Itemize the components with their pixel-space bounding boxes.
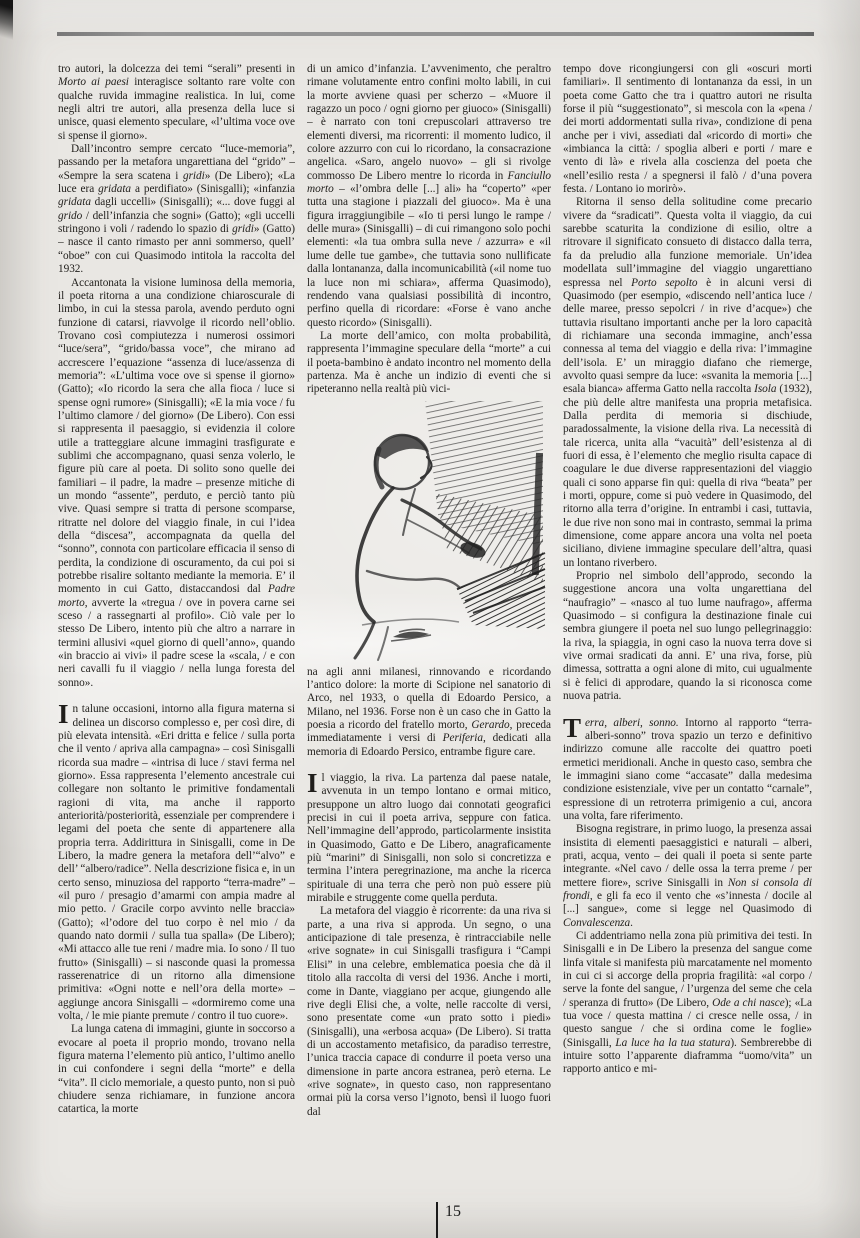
- paragraph: La lunga catena di immagini, giunte in soccorso a evocare al poeta il proprio mondo, trovano nella figura materna l’elemento più antico, l’ultimo anello in cui confondere i segni della “morte” e della “vita”. Il ciclo memoriale, a questo punto, non si può chiudere senza richiamare, in funzione ancora catartica, la morte: [58, 1023, 295, 1116]
- text-column-3: [563, 63, 812, 1181]
- paragraph: Ci addentriamo nella zona più primitiva dei testi. In Sinisgalli e in De Libero la presenza del sangue come linfa vitale si manifesta più marcatamente nel momento in cui ci si accorge della propria fragilità: «al corpo / serve la fonte del sangue, / l’urgenza del seme che cela / speranza di frutto» (De Libero, Ode a chi nasce); «La tua voce / questa mattina / ci cresce nelle ossa, / in questo sangue / che si ordina come le foglie» (Sinisgalli, La luce ha la tua statura). Sembrerebbe di intuire sotto l’apparente diaframma “uomo/vita” un rapporto antico e mi-: [563, 930, 812, 1076]
- scan-edge-mark: [0, 0, 13, 42]
- paragraph: La morte dell’amico, con molta probabilità, rappresenta l’immagine speculare della “morte” a cui il poeta-bambino è andato incontro nel momento della partenza. Ma è anche un indizio di eventi che si ripeteranno nella realtà più vici-: [307, 329, 551, 396]
- paragraph-dropcap: Il viaggio, la riva. La partenza dal paese natale, avvenuta in un tempo lontano e ormai mitico, presuppone un altro luogo dai connotati geografici precisi in cui il poeta arriva, seppure con fatica. Nell’immagine dell’approdo, particolarmente insistita in Quasimodo, Gatto e De Libero, anagraficamente più “marini” di Sinisgalli, non solo si concretizza e termina l’intera peregrinazione, ma anche la ricerca spirituale di una terra che però non può essere più mirabile e struggente come quella perduta.: [307, 768, 551, 905]
- text-column-1: [58, 63, 295, 1181]
- paragraph: Bisogna registrare, in primo luogo, la presenza assai insistita di elementi paesaggistici e naturali – alberi, prati, acqua, vento – dei quali il poeta si sente parte integrante. «Nel cavo / delle ossa la terra preme / per mettere fiore», scrive Sinisgalli in Non si consola di frondi, e gli fa eco il vento che «s’innesta / docile al [...] sangue», come si legge nel Quasimodo di Convalescenza.: [563, 823, 812, 929]
- paragraph: Ritorna il senso della solitudine come precario vivere da “sradicati”. Questa volta il viaggio, da cui sarebbe scaturita la condizione di esilio, oltre a ritrovare il significato consueto di distacco dalla terra, fa da preludio alla funzione memoriale. Un’idea modellata sull’immagine del viaggio ungarettiano espressa nel Porto sepolto è in alcuni versi di Quasimodo (per esempio, «discendo nell’antica luce / delle maree, presso sepolcri / in rive d’acque») che tuttavia risultano importanti anche per la loro capacità di richiamare una seconda immagine, anch’essa connessa al tema del viaggio e della riva: l’immagine dell’isola. E’ un miraggio diafano che riemerge, avvolto quasi sempre da luce: «svanita la memoria [...] esala bianca» afferma Gatto nella raccolta Isola (1932), che più delle altre manifesta una propria metafisica. Dalla perdita di memoria si dischiude, paradossalmente, la visione della riva. La necessità di tale ricerca, unita alla “vacuità” dell’esistenza al di fuori di essa, è l’elemento che meglio risulta capace di coagulare le due diverse rappresentazioni del viaggio quali ci sono apparse fin qui: quella di riva “beata” per i morti, oppure, come si può vedere in Quasimodo, del ritorno alla terra d’origine. In entrambi i casi, tuttavia, le due rive non sono mai in contrasto, semmai la prima dimensione, come appare ancora una volta nel poeta siciliano, diviene immagine speculare dell’altra, quasi un lontano riverbero.: [563, 196, 812, 569]
- paragraph: tempo dove ricongiungersi con gli «oscuri morti familiari». Il sentimento di lontananza da essi, in un poeta come Gatto che tra i quattro autori ne risulta forse il più “suggestionato”, si mescola con la «pena / dei morti addormentati sulla riva», condizione di pena anche per i vivi, assediati dal «ricordo di morti» che «imbianca la città: / spoglia alberi e porti / mare e vento di là» e rivela alla coscienza del poeta che «nell’esilio resta / a spegnersi il falò / d’una povera festa. / Lontano io morirò».: [563, 63, 812, 196]
- paragraph: na agli anni milanesi, rinnovando e ricordando l’antico dolore: la morte di Scipione nel sanatorio di Arco, nel 1933, o quella di Edoardo Persico, a Milano, nel 1936. Forse non è un caso che in Gatto la poesia a ricordo del fratello morto, Gerardo, preceda immediatamente i versi di Periferia, dedicati alla memoria di Edoardo Persico, entrambe figure care.: [307, 665, 551, 758]
- paragraph: tro autori, la dolcezza dei temi “serali” presenti in Morto ai paesi interagisce soltanto rare volte con qualche ruvida immagine realistica. In lui, come negli altri tre autori, alla presenza della luce si unisce, quasi elemento speculare, «l’ultima voce ove si spense il giorno».: [58, 63, 295, 142]
- paragraph: La metafora del viaggio è ricorrente: da una riva si parte, a una riva si approda. Un segno, o una anticipazione di tale presenza, è rintracciabile nelle «rive sognate» in cui Sinisgalli trasfigura i “Campi Elisi” in una celebre, emblematica poesia che dà il titolo alla raccolta di versi del 1936. Anche i morti, come in Dante, viaggiano per acque, giungendo alle rive degli Elisi che, a volte, nelle raccolte di versi, sono presentate come «un prato sotto i piedi» (Sinisgalli), una «erbosa acqua» (De Libero). Si tratta di un accostamento metafisico, da paradiso terrestre, l’unica traccia capace di condurre il poeta verso una dimensione in parte ancora estranea, però eterna. Le «rive sognate», in questo caso, non rappresentano ormai più la corsa verso l’ignoto, bensì il luogo fuori dal: [307, 905, 551, 1118]
- paragraph: Proprio nel simbolo dell’approdo, secondo la suggestione ancora una volta ungarettiana del “naufragio” – «nasco al tuo lume naufrago», afferma Quasimodo – si configura la destinazione finale cui sembra giungere il poeta nel suo lungo pellegrinaggio: la riva, la spiaggia, in ogni caso la nuova terra dove si vive ormai sradicati da anni. E’ una riva, forse, più dimessa, sottratta a ogni alone di mito, cui ugualmente si è felici di approdare, quando la si riconosca come nuova patria.: [563, 570, 812, 703]
- page-number: 15: [445, 1203, 461, 1220]
- paragraph-dropcap: In talune occasioni, intorno alla figura materna si delinea un discorso complesso e, per così dire, di più elevata intensità. «Eri dritta e felice / sulla porta che il vento / apriva alla campagna» – così Sinisgalli ricorda sua madre – «intrisa di luce / stavi ferma nel giorno». Essa rappresenta l’elemento ancestrale cui collegare non soltanto le primitive fondamentali ragioni di vita, ma anche il rapporto anteriorità/posteriorità, essenziale per comprendere i legami del poeta che sente di appartenere alla propria terra. Addirittura in Sinisgalli, come in De Libero, la madre genera la metafora dell’“alvo” e dell’ “albero/radice”. Nella descrizione fisica e, in un certo senso, minuziosa del rapporto “terra-madre” – «il puro / presagio d’amarmi con ampia madre al mio petto. / Gracile corpo avvinto nelle braccia» (Gatto); «l’odore del tuo corpo è nel mio / da quando nato dormii / sulla tua spalla» (De Libero); «Mi attacco alle tue reni / madre mia. Io sono / Il tuo frutto» (Sinisgalli) – si nasconde quasi la promessa rasserenatrice di un ritorno alla dimensione primitiva: «Ogni notte e nell’ora della morte» – aggiunge ancora Sinisgalli – «dormiremo come una volta, / le mie piante premute / contro il tuo cuore».: [58, 699, 295, 1023]
- article-body: [58, 63, 812, 1181]
- text-column-2: [307, 63, 551, 1181]
- pianist-sketch-illustration: [307, 401, 551, 661]
- paragraph: di un amico d’infanzia. L’avvenimento, che peraltro rimane volutamente entro confini molto labili, in cui la morte avviene quasi per scherzo – «Muore il ragazzo un poco / ogni giorno per giuoco» (Sinisgalli) – è narrato con toni crepuscolari attraverso tre elementi diversi, ma ricorrenti: il momento ludico, il colore azzurro con cui lo ricordano, la consacrazione angelica. «Saro, angelo nuovo» – gli si rivolge commosso De Libero mentre lo ricorda in Fanciullo morto – «l’ombra delle [...] ali» ha “coperto” «per tutta una stagione i piazzali del giuoco». Ma è una figura irraggiungibile – «Io ti persi lungo le rampe / delle mura» (Sinisgalli) – di cui rimangono solo pochi elementi: «la tua ombra sulla neve / azzurra» e «il lume delle tue gambe», che tuttavia sono nullificate dalla lontananza, dalla incomunicabilità («il nome tuo la luce non mi schiara», afferma Quasimodo), rendendo vana qualsiasi possibilità di incontro, perfino quella di ricordare: «Forse è vano anche questo ricordo» (Sinisgalli).: [307, 63, 551, 329]
- top-rule: [57, 32, 814, 36]
- paragraph: Dall’incontro sempre cercato “luce-memoria”, passando per la metafora ungarettiana del “grido” – «Sempre la sera scatena i gridi» (De Libero); «La luce era gridata a perdifiato» (Sinisgalli); «infanzia gridata dagli uccelli» (Sinisgalli); «... dove fuggi al grido / dell’infanzia che sogni» (Gatto); «gli uccelli stringono i voli / radendo lo spazio di gridi» (Gatto) – nasce il canto rimasto per anni sommerso, quell’ “oboe” con cui Quasimodo intitola la raccolta del 1932.: [58, 143, 295, 276]
- paragraph: Accantonata la visione luminosa della memoria, il poeta ritorna a una condizione chiaroscurale di limbo, in cui la stessa parola, avendo perduto ogni funzione di catarsi, riavvolge il ricordo nell’oblio. Trovano così compiutezza i numerosi ossimori “luce/sera”, “grido/bassa voce”, che mirano ad accrescere l’equazione “assenza di luce/assenza di memoria”: «L’ultima voce ove si spense il giorno» (Gatto); «Io ricordo la sera che alla fioca / luce si spense ogni rumore» (Sinisgalli); «E la mia voce / fu l’ultimo clamore / del giorno» (De Libero). Con essi si rappresenta il paesaggio, si evidenzia il colore utile a tratteggiare alcune immagini trasfigurate e sublimi che accompagnano, quasi senza volerlo, le figure più care al poeta. Di solito sono quelle dei familiari – il padre, la madre – presenze mitiche di un mondo “assente”, perduto, e perciò tanto più vive. Quasi sempre si tratta di persone scomparse, ritratte nel dolore del viaggio finale, in cui l’idea della “discesa”, accompagnata da quella del “sonno”, connota con particolare efficacia il senso di perdita, la condizione di oscuramento, da cui poi si potrebbe risalire soltanto mediante la memoria. E’ il momento in cui Gatto, distaccandosi dal Padre morto, avverte la «tregua / ove in povera carne sei sceso / a rassegnarti al profilo». Ciò vale per lo stesso De Libero, intento più che altro a narrare in termini allusivi «quel giorno di quell’anno», quando «in braccio ai vivi» il padre scese la «scala, / e con neri cavalli fu il viaggio / nella lunga foresta del sonno».: [58, 276, 295, 689]
- paragraph-dropcap: T erra, alberi, sonno. Intorno al rapporto “terra-alberi-sonno” trova spazio un terzo e definitivo indirizzo comune alle raccolte dei quattro poeti ermetici meridionali. Anche in questo caso, sembra che le immagini siano come “accasate” dalla medesima condizione esistenziale, vive per un contatto “carnale”, espressione di un retroterra primigenio a cui, ancora una volta, fare riferimento.: [563, 712, 812, 822]
- page-footer: [436, 1202, 461, 1238]
